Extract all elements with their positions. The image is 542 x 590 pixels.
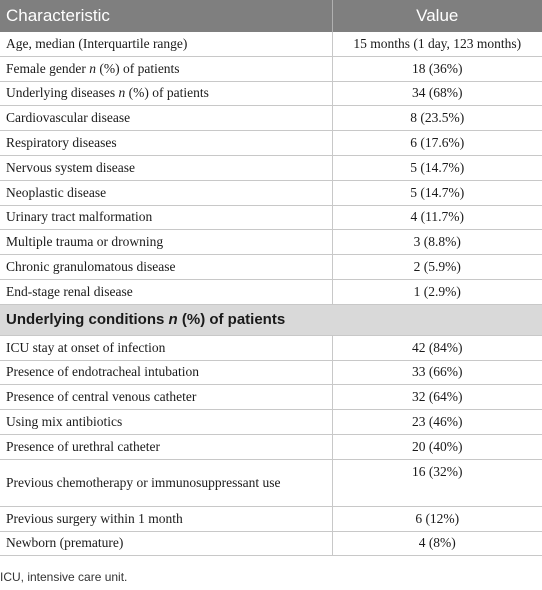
row-label: Using mix antibiotics: [0, 410, 332, 435]
header-characteristic: Characteristic: [0, 0, 332, 32]
table-row: [0, 32, 542, 56]
table-row: [0, 180, 542, 205]
table-row: [0, 459, 542, 506]
row-label: Urinary tract malformation: [0, 205, 332, 230]
table-row: [0, 506, 542, 531]
row-value: 1 (2.9%): [332, 279, 542, 304]
table-row: [0, 410, 542, 435]
row-value: 8 (23.5%): [332, 106, 542, 131]
row-value: 33 (66%): [332, 360, 542, 385]
row-value: 4 (11.7%): [332, 205, 542, 230]
row-label: Age, median (Interquartile range): [0, 32, 332, 56]
table-row: [0, 106, 542, 131]
row-value: 18 (36%): [332, 56, 542, 81]
row-value: 3 (8.8%): [332, 230, 542, 255]
row-value: 6 (17.6%): [332, 131, 542, 156]
row-value: 6 (12%): [332, 506, 542, 531]
table-row: [0, 155, 542, 180]
row-value: 42 (84%): [332, 335, 542, 360]
row-label: ICU stay at onset of infection: [0, 335, 332, 360]
table-header-row: [0, 0, 542, 32]
row-value: 2 (5.9%): [332, 255, 542, 280]
row-label: Respiratory diseases: [0, 131, 332, 156]
row-label: Newborn (premature): [0, 531, 332, 556]
table-row: [0, 279, 542, 304]
header-value: Value: [332, 0, 542, 32]
row-value: 16 (32%): [332, 459, 542, 506]
row-label: End-stage renal disease: [0, 279, 332, 304]
table-row: [0, 230, 542, 255]
table-row: [0, 205, 542, 230]
row-label: Presence of urethral catheter: [0, 434, 332, 459]
section-heading-row: [0, 304, 542, 335]
row-value: 5 (14.7%): [332, 155, 542, 180]
row-label: Neoplastic disease: [0, 180, 332, 205]
row-value: 32 (64%): [332, 385, 542, 410]
row-value: 15 months (1 day, 123 months): [332, 32, 542, 56]
table-footnote: ICU, intensive care unit.: [0, 570, 128, 584]
row-label: Female gender n (%) of patients: [0, 56, 332, 81]
table-row: [0, 531, 542, 556]
table-row: [0, 81, 542, 106]
table-row: [0, 335, 542, 360]
row-value: 34 (68%): [332, 81, 542, 106]
row-label: Chronic granulomatous disease: [0, 255, 332, 280]
table-row: [0, 360, 542, 385]
row-value: 20 (40%): [332, 434, 542, 459]
table-row: [0, 131, 542, 156]
table-row: [0, 255, 542, 280]
table-row: [0, 385, 542, 410]
row-label: Multiple trauma or drowning: [0, 230, 332, 255]
table-row: [0, 56, 542, 81]
row-label: Presence of central venous catheter: [0, 385, 332, 410]
row-value: 23 (46%): [332, 410, 542, 435]
row-label: Previous surgery within 1 month: [0, 506, 332, 531]
row-label: Nervous system disease: [0, 155, 332, 180]
table-row: [0, 434, 542, 459]
row-label: Cardiovascular disease: [0, 106, 332, 131]
row-label: Presence of endotracheal intubation: [0, 360, 332, 385]
row-label: Underlying diseases n (%) of patients: [0, 81, 332, 106]
row-value: 5 (14.7%): [332, 180, 542, 205]
row-label: Previous chemotherapy or immunosuppressant use: [0, 459, 332, 506]
section-heading: Underlying conditions n (%) of patients: [0, 304, 542, 335]
row-value: 4 (8%): [332, 531, 542, 556]
